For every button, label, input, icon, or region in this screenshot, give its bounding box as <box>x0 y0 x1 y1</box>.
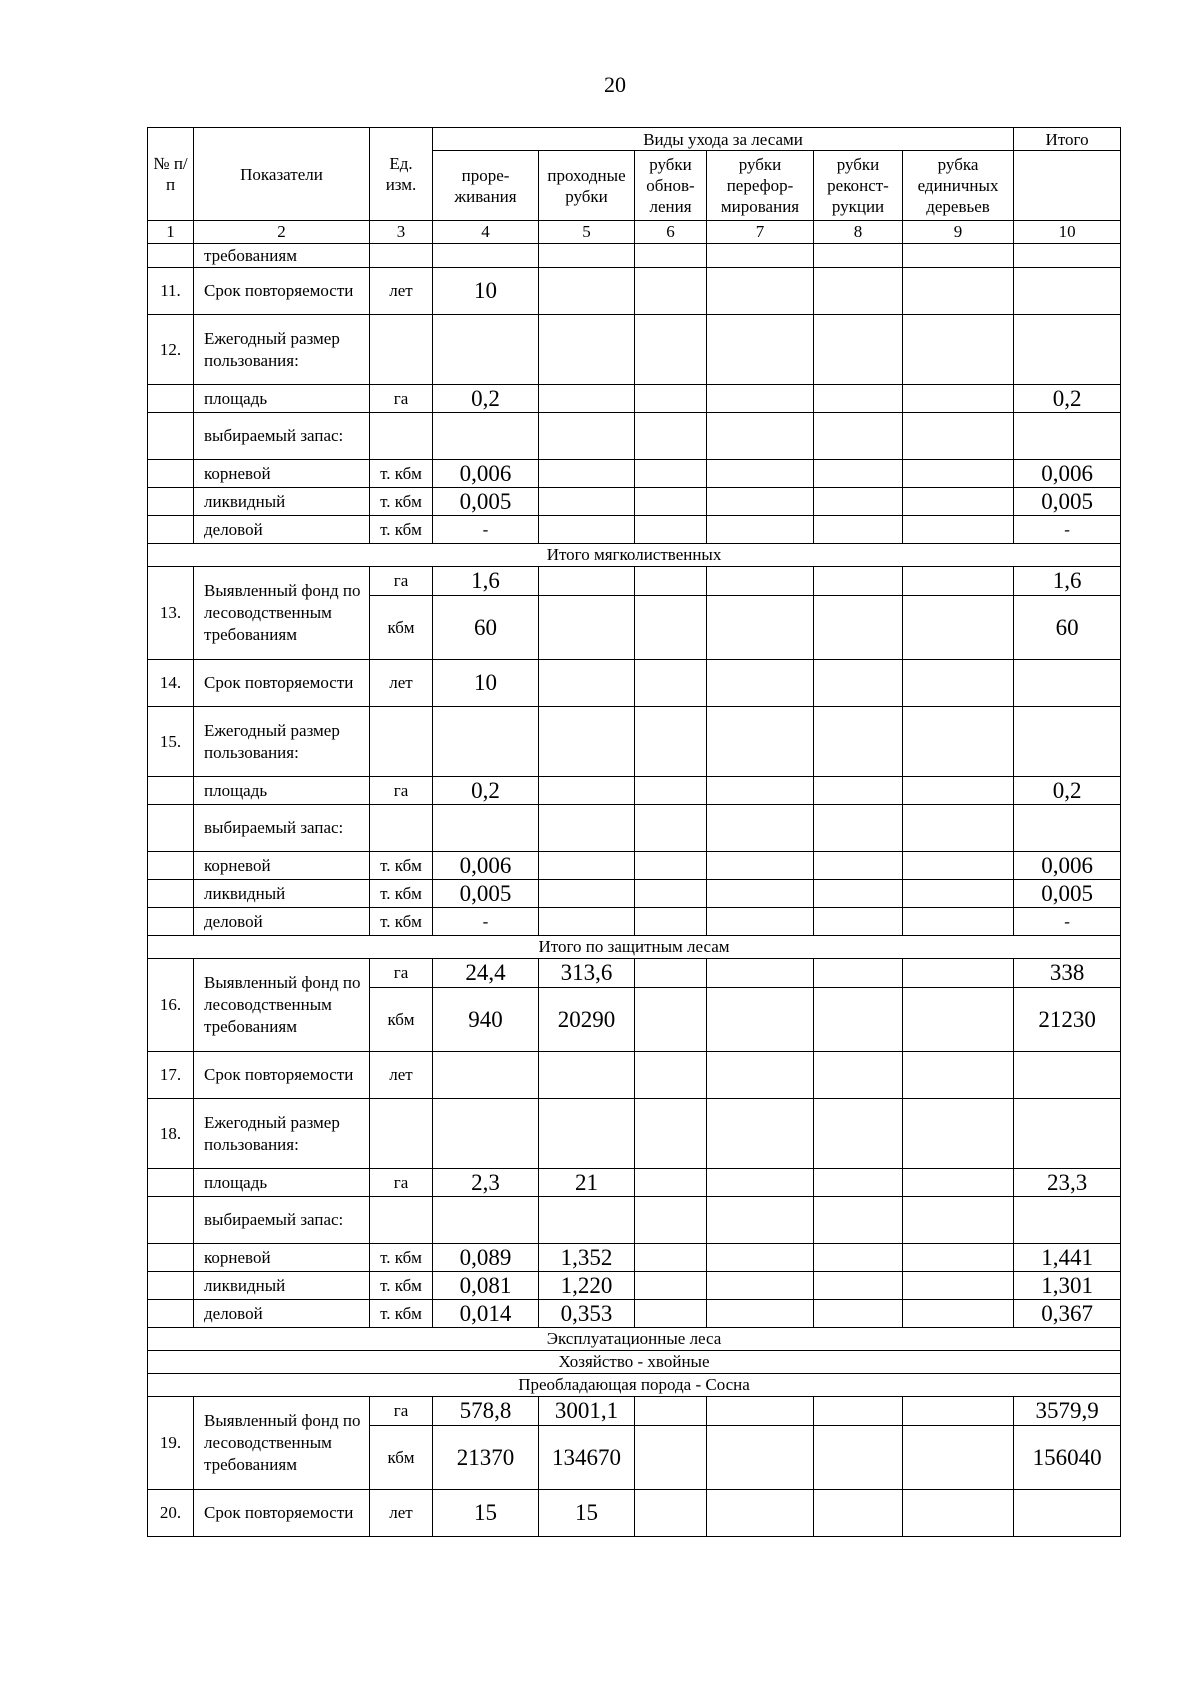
value-cell: 0,005 <box>1014 880 1121 908</box>
row-number: 17. <box>148 1052 194 1099</box>
section-row <box>148 1328 1121 1351</box>
table-row <box>148 1244 1121 1272</box>
value-cell: 1,6 <box>433 567 539 596</box>
table-row <box>148 460 1121 488</box>
value-cell: 1,220 <box>539 1272 635 1300</box>
header-care-type: проходные рубки <box>539 151 635 221</box>
header-care-type: рубки реконст- рукции <box>814 151 903 221</box>
indicator-label: ликвидный <box>194 1272 370 1300</box>
indicator-label: Выявленный фонд по лесоводственным требованиям <box>194 959 370 1052</box>
value-cell: 0,005 <box>433 488 539 516</box>
value-cell: 1,6 <box>1014 567 1121 596</box>
table-row <box>148 777 1121 805</box>
value-cell: - <box>433 908 539 936</box>
table-row <box>148 1397 1121 1426</box>
unit-cell: т. кбм <box>370 852 433 880</box>
header-total-blank <box>1014 151 1121 221</box>
row-number: 15. <box>148 707 194 777</box>
header-care-type: рубки перефор- мирования <box>707 151 814 221</box>
table-row <box>148 805 1121 852</box>
indicator-label: корневой <box>194 852 370 880</box>
unit-cell: лет <box>370 268 433 315</box>
col-number: 10 <box>1014 221 1121 244</box>
unit-cell: кбм <box>370 1426 433 1490</box>
indicator-label: площадь <box>194 385 370 413</box>
indicator-label: площадь <box>194 777 370 805</box>
row-number: 11. <box>148 268 194 315</box>
table-row <box>148 1272 1121 1300</box>
value-cell: 0,2 <box>1014 385 1121 413</box>
table-row <box>148 516 1121 544</box>
unit-cell: га <box>370 1169 433 1197</box>
unit-cell: кбм <box>370 596 433 660</box>
section-title: Эксплуатационные леса <box>148 1328 1121 1351</box>
col-number: 1 <box>148 221 194 244</box>
unit-cell: т. кбм <box>370 1300 433 1328</box>
unit-cell: га <box>370 777 433 805</box>
indicator-label: Ежегодный размер пользования: <box>194 315 370 385</box>
row-number: 16. <box>148 959 194 1052</box>
header-col-unit: Ед. изм. <box>370 128 433 221</box>
table-row <box>148 488 1121 516</box>
value-cell: 156040 <box>1014 1426 1121 1490</box>
indicator-label: выбираемый запас: <box>194 413 370 460</box>
section-row <box>148 544 1121 567</box>
col-number: 5 <box>539 221 635 244</box>
value-cell: 21 <box>539 1169 635 1197</box>
unit-cell: лет <box>370 1052 433 1099</box>
table-row <box>148 268 1121 315</box>
value-cell: 578,8 <box>433 1397 539 1426</box>
indicator-label: деловой <box>194 516 370 544</box>
row-number: 20. <box>148 1490 194 1537</box>
unit-cell: т. кбм <box>370 1244 433 1272</box>
indicator-label: площадь <box>194 1169 370 1197</box>
value-cell: 60 <box>433 596 539 660</box>
unit-cell: га <box>370 959 433 988</box>
value-cell: 0,367 <box>1014 1300 1121 1328</box>
value-cell: 0,2 <box>433 777 539 805</box>
table-row <box>148 852 1121 880</box>
unit-cell: т. кбм <box>370 516 433 544</box>
row-number: 13. <box>148 567 194 660</box>
value-cell: 3579,9 <box>1014 1397 1121 1426</box>
value-cell: 0,014 <box>433 1300 539 1328</box>
value-cell: 0,006 <box>1014 460 1121 488</box>
table-row <box>148 315 1121 385</box>
value-cell: 15 <box>433 1490 539 1537</box>
value-cell: 0,005 <box>433 880 539 908</box>
unit-cell: лет <box>370 1490 433 1537</box>
unit-cell: лет <box>370 660 433 707</box>
unit-cell: га <box>370 385 433 413</box>
indicator-label: Срок повторяемости <box>194 660 370 707</box>
value-cell: 1,441 <box>1014 1244 1121 1272</box>
forest-care-table <box>147 127 1121 1537</box>
value-cell: 10 <box>433 660 539 707</box>
header-care-group: Виды ухода за лесами <box>433 128 1014 151</box>
row-number: 18. <box>148 1099 194 1169</box>
header-col-num: № п/п <box>148 128 194 221</box>
header-col-indicator: Показатели <box>194 128 370 221</box>
table-row <box>148 959 1121 988</box>
value-cell: 10 <box>433 268 539 315</box>
indicator-label: корневой <box>194 1244 370 1272</box>
value-cell: 2,3 <box>433 1169 539 1197</box>
section-row <box>148 1351 1121 1374</box>
indicator-label: выбираемый запас: <box>194 1197 370 1244</box>
value-cell: 0,006 <box>1014 852 1121 880</box>
table-row <box>148 567 1121 596</box>
section-title: Итого мягколиственных <box>148 544 1121 567</box>
header-care-type: рубки обнов- ления <box>635 151 707 221</box>
value-cell: 1,352 <box>539 1244 635 1272</box>
table-row <box>148 244 1121 268</box>
indicator-label: Ежегодный размер пользования: <box>194 707 370 777</box>
header-care-type: рубка единичных деревьев <box>903 151 1014 221</box>
indicator-label: Срок повторяемости <box>194 268 370 315</box>
row-number: 12. <box>148 315 194 385</box>
section-title: Итого по защитным лесам <box>148 936 1121 959</box>
value-cell: 0,006 <box>433 460 539 488</box>
col-number: 7 <box>707 221 814 244</box>
table-row <box>148 1052 1121 1099</box>
col-number: 9 <box>903 221 1014 244</box>
indicator-label: Ежегодный размер пользования: <box>194 1099 370 1169</box>
value-cell: 60 <box>1014 596 1121 660</box>
indicator-label: выбираемый запас: <box>194 805 370 852</box>
table-row <box>148 1099 1121 1169</box>
col-number: 4 <box>433 221 539 244</box>
value-cell: 0,2 <box>433 385 539 413</box>
value-cell: - <box>433 516 539 544</box>
indicator-label: ликвидный <box>194 880 370 908</box>
value-cell: 21230 <box>1014 988 1121 1052</box>
value-cell: 21370 <box>433 1426 539 1490</box>
value-cell: - <box>1014 516 1121 544</box>
indicator-label: Срок повторяемости <box>194 1490 370 1537</box>
section-row <box>148 936 1121 959</box>
page-number: 20 <box>604 72 626 97</box>
unit-cell: га <box>370 1397 433 1426</box>
indicator-label: Срок повторяемости <box>194 1052 370 1099</box>
value-cell: 23,3 <box>1014 1169 1121 1197</box>
unit-cell: т. кбм <box>370 880 433 908</box>
col-number: 6 <box>635 221 707 244</box>
table-row <box>148 1197 1121 1244</box>
col-number: 2 <box>194 221 370 244</box>
unit-cell: т. кбм <box>370 460 433 488</box>
value-cell: 338 <box>1014 959 1121 988</box>
value-cell: 134670 <box>539 1426 635 1490</box>
value-cell: - <box>1014 908 1121 936</box>
value-cell: 0,006 <box>433 852 539 880</box>
table-row <box>148 880 1121 908</box>
unit-cell: т. кбм <box>370 1272 433 1300</box>
table-row <box>148 908 1121 936</box>
col-number: 8 <box>814 221 903 244</box>
table-row <box>148 1490 1121 1537</box>
section-row <box>148 1374 1121 1397</box>
indicator-label: корневой <box>194 460 370 488</box>
value-cell: 1,301 <box>1014 1272 1121 1300</box>
header-col-total: Итого <box>1014 128 1121 151</box>
unit-cell: га <box>370 567 433 596</box>
value-cell: 0,2 <box>1014 777 1121 805</box>
value-cell: 313,6 <box>539 959 635 988</box>
col-number: 3 <box>370 221 433 244</box>
value-cell: 0,005 <box>1014 488 1121 516</box>
indicator-label: требованиям <box>194 244 370 268</box>
indicator-label: ликвидный <box>194 488 370 516</box>
row-number: 14. <box>148 660 194 707</box>
table-row <box>148 1300 1121 1328</box>
unit-cell: т. кбм <box>370 488 433 516</box>
value-cell: 0,081 <box>433 1272 539 1300</box>
value-cell: 20290 <box>539 988 635 1052</box>
section-title: Хозяйство - хвойные <box>148 1351 1121 1374</box>
value-cell: 15 <box>539 1490 635 1537</box>
unit-cell: кбм <box>370 988 433 1052</box>
value-cell: 24,4 <box>433 959 539 988</box>
table-row <box>148 707 1121 777</box>
unit-cell: т. кбм <box>370 908 433 936</box>
value-cell: 940 <box>433 988 539 1052</box>
indicator-label: деловой <box>194 908 370 936</box>
header-care-type: проре- живания <box>433 151 539 221</box>
value-cell: 3001,1 <box>539 1397 635 1426</box>
table-row <box>148 413 1121 460</box>
section-title: Преобладающая порода - Сосна <box>148 1374 1121 1397</box>
row-number: 19. <box>148 1397 194 1490</box>
table-row <box>148 385 1121 413</box>
indicator-label: Выявленный фонд по лесоводственным требованиям <box>194 1397 370 1490</box>
value-cell: 0,089 <box>433 1244 539 1272</box>
table-row <box>148 660 1121 707</box>
indicator-label: деловой <box>194 1300 370 1328</box>
table-row <box>148 1169 1121 1197</box>
indicator-label: Выявленный фонд по лесоводственным требованиям <box>194 567 370 660</box>
value-cell: 0,353 <box>539 1300 635 1328</box>
